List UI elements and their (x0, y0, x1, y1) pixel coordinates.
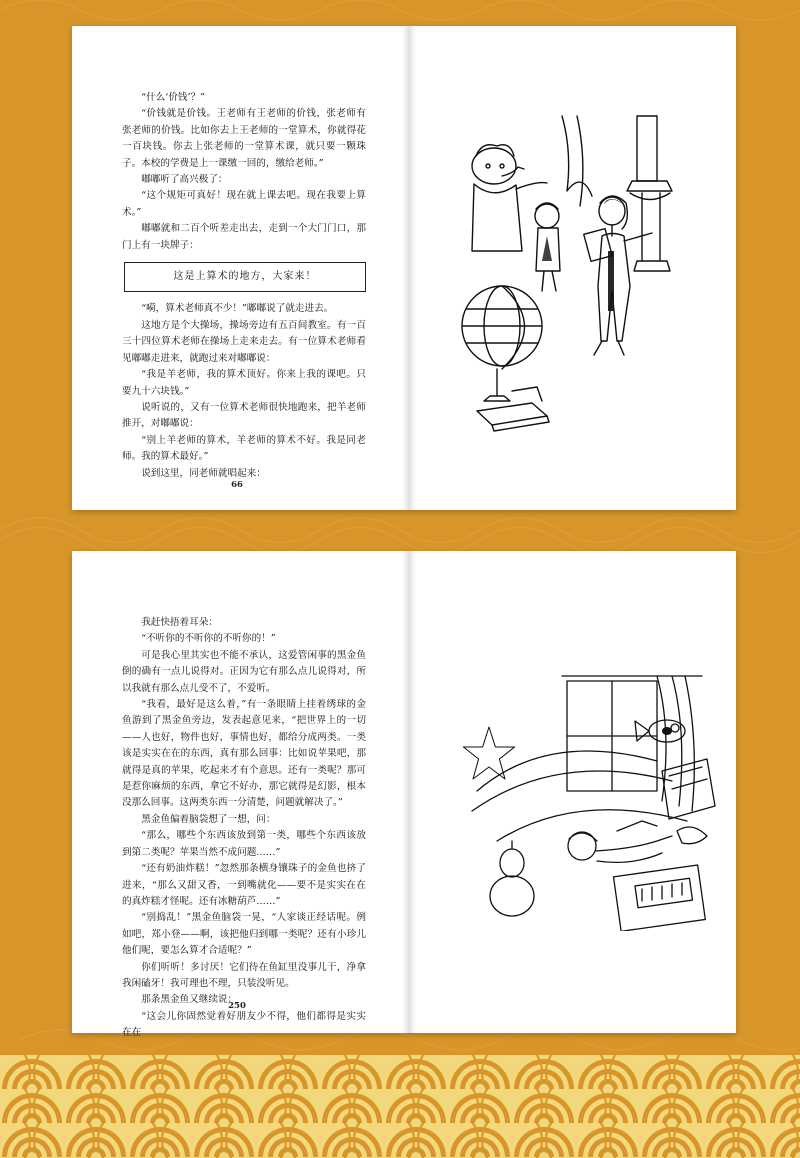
decorative-wave-border (0, 1055, 800, 1158)
paragraph: 你们听听！多讨厌！它们待在鱼缸里没事儿干，净拿我闲磕牙！我可理也不理，只装没听见。 (122, 961, 366, 989)
page-number: 250 (228, 1001, 246, 1011)
sign-box: 这是上算术的地方，大家来！ (124, 262, 366, 292)
paragraph: “什么‘价钱’？” (141, 92, 206, 103)
paragraph: “那么，哪些个东西该放到第一类，哪些个东西该放到第二类呢？苹果当然不成问题……” (122, 830, 366, 858)
paragraph: 黑金鱼偏着脑袋想了一想，问： (141, 813, 276, 825)
paragraph: 这地方是个大操场，操场旁边有五百间教室。有一百三十四位算术老师在操场上走来走去。有一位算术老师看见嘟嘟走进来，就跑过来对嘟嘟说： (122, 319, 366, 364)
paragraph: “价钱就是价钱。王老师有王老师的价钱，张老师有张老师的价钱。比如你去上王老师的一堂算术，你就得花一百块钱。你去上张老师的一堂算术课，就只要一颗珠子。本校的学费是上一课缴一回的，缴给老师。” (122, 108, 366, 169)
paragraph: 说到这里，同老师就唱起来： (141, 467, 266, 479)
paragraph: 嘟嘟就和二百个听差走出去，走到一个大门门口，那门上有一块牌子： (122, 223, 366, 251)
illustration-classroom-teachers (452, 111, 712, 441)
paragraph: 可是我心里其实也不能不承认，这爱管闲事的黑金鱼倒的确有一点儿说得对。正因为它有那么点儿说得对，所以我就有那么点儿受不了，不爱听。 (122, 649, 366, 694)
book-spread-bottom (72, 551, 736, 1039)
paragraph: “还有奶油炸糕！”忽然那条横身镶珠子的金鱼也挤了进来，“那么又甜又香，一到嘴就化——要不是实实在在的真炸糕才怪呢。还有冰糖葫芦……” (122, 863, 366, 907)
book-gutter (402, 551, 416, 1033)
paragraph: “我看，最好是这么着，”有一条眼睛上挂着绣球的金鱼游到了黑金鱼旁边，发表起意见来，“把世界上的一切——人也好，物件也好，事情也好，都给分成两类。一类该是实实在在的东西，真有那么回事：比如说苹果吧，那就得是真的苹果，吃起来才有个意思。还有一类呢？那可是惹你麻烦的东西，拿它不好办，那它就得是幻影，根本没那么回事。这两类东西一分清楚，问题就解决了。” (122, 699, 366, 809)
paragraph: “别上羊老师的算术，羊老师的算术不好。我是同老师。我的算术最好。” (122, 434, 366, 463)
paragraph: “这个规矩可真好！现在就上课去吧。现在我要上算术。” (122, 190, 366, 218)
book-spread-top (72, 26, 736, 510)
paragraph: “不听你的不听你的不听你的！” (141, 633, 276, 645)
paragraph: “别捣乱！”黑金鱼脑袋一晃，“人家谈正经话呢。例如吧，郑小登——啊，该把他归到哪一类呢？还有小珍儿他们呢，要怎么算才合适呢？” (122, 912, 366, 957)
left-page-text (122, 615, 366, 1042)
paragraph: 那条黑金鱼又继续说： (141, 994, 238, 1006)
paragraph: “这会儿你固然觉着好朋友少不得，他们都得是实实在在 (122, 1010, 366, 1039)
paragraph: “我是羊老师，我的算术顶好。你来上我的课吧。只要九十六块钱。” (122, 369, 366, 397)
paragraph: “嗬，算术老师真不少！”嘟嘟说了就走进去。 (141, 303, 334, 315)
paragraph: 说听说的，又有一位算术老师很快地跑来，把羊老师推开，对嘟嘟说： (122, 401, 366, 430)
book-gutter (402, 26, 416, 510)
illustration-boy-goldfish-radio (457, 671, 722, 931)
left-page-text (122, 90, 366, 482)
paragraph: 嘟嘟听了高兴极了： (141, 174, 228, 186)
page-number: 66 (231, 480, 243, 490)
paragraph: 我赶快捂着耳朵： (141, 617, 218, 628)
